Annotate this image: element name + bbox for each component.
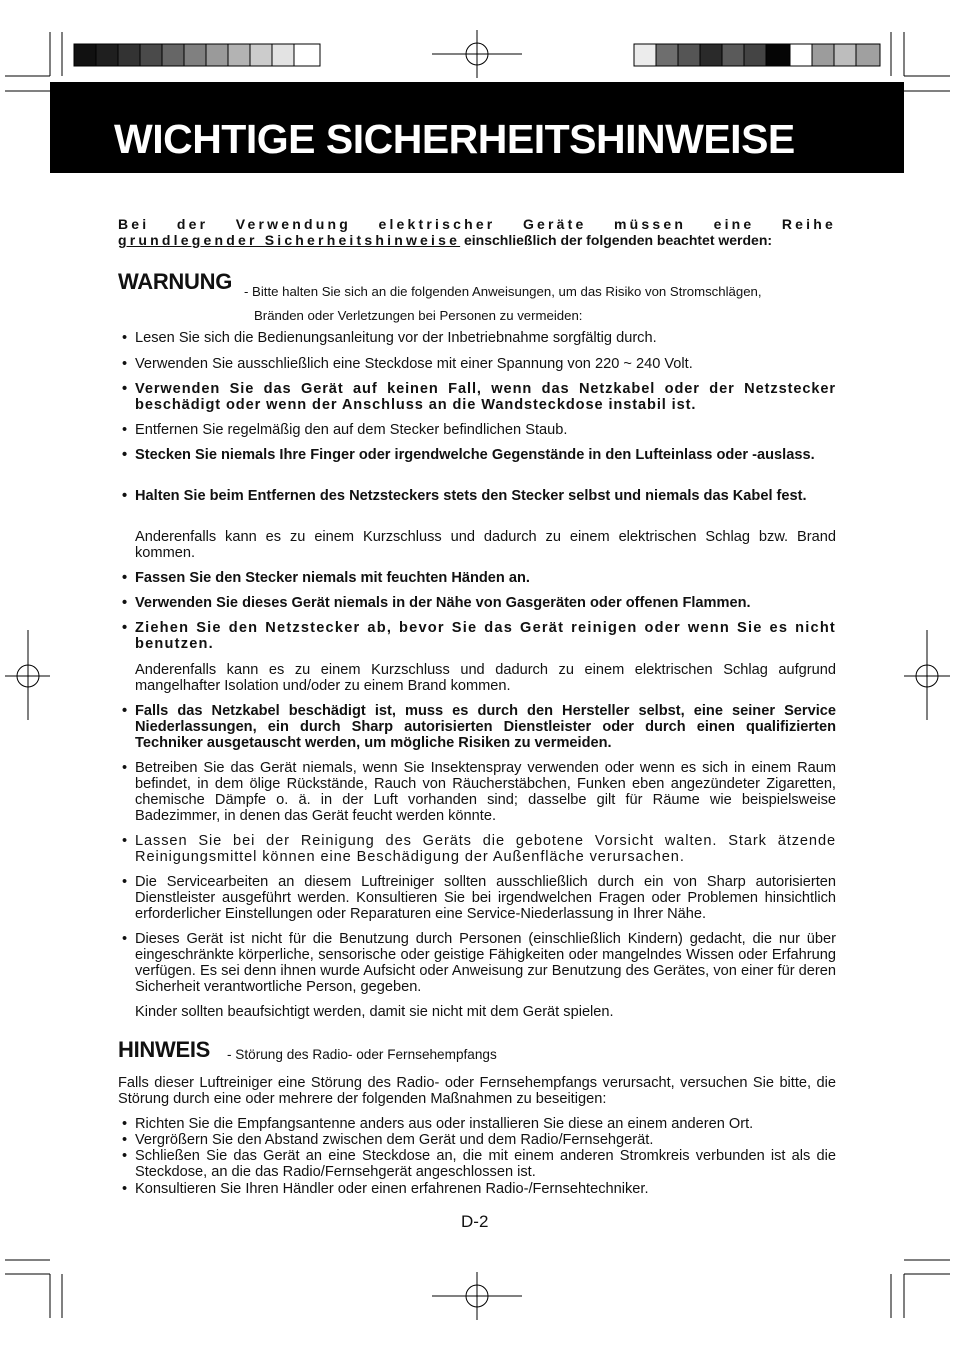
bullet: • (122, 760, 128, 776)
hinweis-intro-text: Falls dieser Luftreiniger eine Störung des Radio- oder Fernsehempfangs verursacht, versuchen Sie bitte, die Störung durch eine oder mehrere der folgenden Maßnahmen zu beseitigen: (118, 1075, 836, 1107)
bullet: • (122, 488, 128, 504)
bullet: • (122, 447, 128, 463)
page-title: WICHTIGE SICHERHEITSHINWEISE (114, 116, 795, 162)
warnung-description (244, 280, 836, 328)
warnung-heading: WARNUNG (118, 269, 233, 294)
bullet: • (122, 703, 128, 719)
content-area (118, 216, 836, 1197)
bullet: • (122, 330, 128, 346)
list-item-text: Lesen Sie sich die Bedienungsanleitung vor der Inbetriebnahme sorgfältig durch. (135, 330, 657, 346)
list-item-text: Fassen Sie den Stecker niemals mit feuchten Händen an. (135, 570, 530, 586)
list-item-text: Verwenden Sie dieses Gerät niemals in der Nähe von Gasgeräten oder offenen Flammen. (135, 595, 751, 611)
warnung-desc-line2: Bränden oder Verletzungen bei Personen zu vermeiden: (254, 308, 583, 323)
bullet: • (122, 1116, 128, 1132)
intro-text-underlined: grundlegender Sicherheitshinweise (118, 232, 461, 248)
bullet: • (122, 422, 128, 438)
bullet: • (122, 620, 128, 636)
note-text: Anderenfalls kann es zu einem Kurzschluss und dadurch zu einem elektrischen Schlag aufgrund mangelhafter Isolation und/oder zu einem Brand kommen. (135, 662, 836, 694)
list-item-text: Halten Sie beim Entfernen des Netzsteckers stets den Stecker selbst und niemals das Kabel fest. (135, 488, 807, 504)
list-item-text: Vergrößern Sie den Abstand zwischen dem Gerät und dem Radio/Fernsehgerät. (135, 1132, 654, 1148)
bullet: • (122, 1181, 128, 1197)
hinweis-description: - Störung des Radio- oder Fernsehempfangs (227, 1047, 497, 1062)
bullet: • (122, 874, 128, 890)
bullet: • (122, 1132, 128, 1148)
list-item-text: Betreiben Sie das Gerät niemals, wenn Sie Insektenspray verwenden oder wenn es sich in einem Raum befindet, in dem ölige Rückstände, Rauch von Räucherstäbchen, Funken eben angezündeter Zigaretten, chemische Dämpfe o. ä. in der Luft vorhanden sind; dasselbe gilt für Räume wie beispielsweise Badezimmer, in denen das Gerät feucht werden könnte. (135, 760, 836, 824)
warnung-desc-line1: - Bitte halten Sie sich an die folgenden Anweisungen, um das Risiko von Stromschlägen, (244, 284, 762, 299)
list-item-text: Richten Sie die Empfangsantenne anders aus oder installieren Sie diese an einem anderen Ort. (135, 1116, 754, 1132)
list-item-text: Lassen Sie bei der Reinigung des Geräts die gebotene Vorsicht walten. Stark ätzende Reinigungsmittel können eine Beschädigung der Außenfläche verursachen. (135, 833, 836, 865)
title-banner (50, 82, 904, 173)
page-number: D-2 (461, 1212, 489, 1231)
note-text: Anderenfalls kann es zu einem Kurzschluss und dadurch zu einem elektrischen Schlag bzw. Brand kommen. (135, 529, 836, 561)
bullet: • (122, 381, 128, 397)
bullet: • (122, 931, 128, 947)
list-item-text: Entfernen Sie regelmäßig den auf dem Stecker befindlichen Staub. (135, 422, 568, 438)
list-item-text: Ziehen Sie den Netzstecker ab, bevor Sie das Gerät reinigen oder wenn Sie es nicht benutzen. (135, 620, 836, 652)
bullet: • (122, 570, 128, 586)
list-item-text: Falls das Netzkabel beschädigt ist, muss es durch den Hersteller selbst, eine seiner Service Niederlassungen, ein durch Sharp autorisierten Dienstleister oder durch einen qualifizierten Techniker ausgetauscht werden, um mögliche Risiken zu vermeiden. (135, 703, 836, 751)
list-item-text: Konsultieren Sie Ihren Händler oder einen erfahrenen Radio-/Fernsehtechniker. (135, 1181, 649, 1197)
bullet: • (122, 356, 128, 372)
bullet: • (122, 595, 128, 611)
intro-paragraph (118, 216, 836, 248)
bullet: • (122, 833, 128, 849)
bullet: • (122, 1148, 128, 1164)
list-item-text: Verwenden Sie ausschließlich eine Steckdose mit einer Spannung von 220 ~ 240 Volt. (135, 356, 693, 372)
list-item-text: Die Servicearbeiten an diesem Luftreiniger sollten ausschließlich durch ein von Sharp autorisierten Dienstleister ausgeführt werden. Konsultieren Sie bei irgendwelchen Fragen oder Problemen hinsichtlich erforderlicher Einstellungen oder Reparaturen eine Service-Niederlassung in Ihrer Nähe. (135, 874, 836, 922)
intro-text-3: einschließlich der folgenden beachtet werden: (464, 232, 773, 248)
list-item-text: Verwenden Sie das Gerät auf keinen Fall, wenn das Netzkabel oder der Netzstecker beschädigt oder wenn der Anschluss an die Wandsteckdose instabil ist. (135, 381, 836, 413)
hinweis-heading: HINWEIS (118, 1037, 211, 1062)
list-item-text: Schließen Sie das Gerät an eine Steckdose an, die mit einem anderen Stromkreis verbunden ist als die Steckdose, an die das Radio/Fernsehgerät angeschlossen ist. (135, 1148, 836, 1180)
intro-text-1: Bei der Verwendung elektrischer Geräte müssen eine Reihe (118, 216, 836, 232)
list-item-text: Stecken Sie niemals Ihre Finger oder irgendwelche Gegenstände in den Lufteinlass oder -auslass. (135, 447, 815, 463)
note-text: Kinder sollten beaufsichtigt werden, damit sie nicht mit dem Gerät spielen. (135, 1004, 614, 1020)
list-item-text: Dieses Gerät ist nicht für die Benutzung durch Personen (einschließlich Kindern) gedacht, die nur über eingeschränkte körperliche, sensorische oder geistige Fähigkeiten oder mangelndes Wissen oder Erfahrung verfügen. Es sei denn ihnen wurde Aufsicht oder Anweisung zur Benutzung des Gerätes, von einer für deren Sicherheit verantwortliche Person, gegeben. (135, 931, 836, 995)
